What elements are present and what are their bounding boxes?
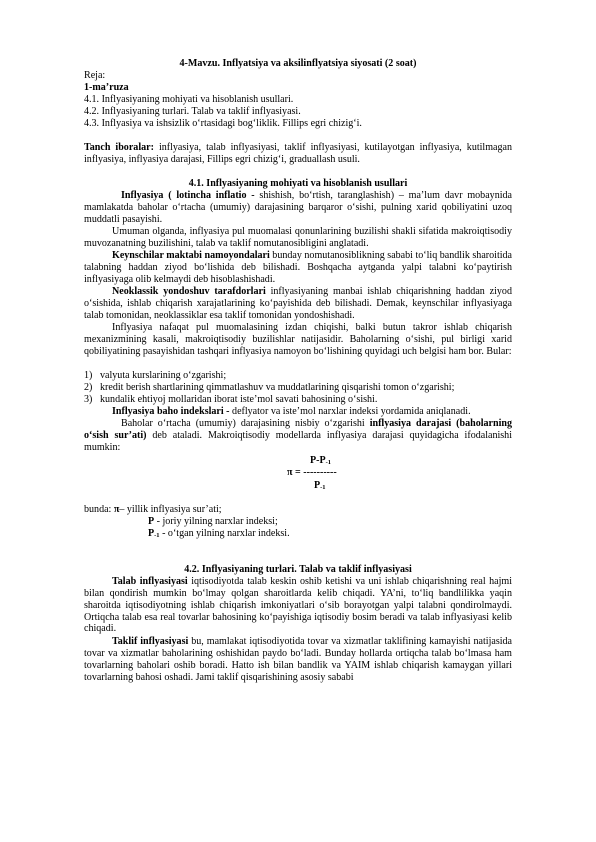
section-1-paragraph-5: Inflyasiya nafaqat pul muomalasining izdan chiqishi, balki butun takror ishlab chiqarish mexanizmining kasali, makroiqtisodiy buzilishlar natijasidir. Baholarning o‘sishi, pul birligi xarid qobiliyatining pasayishidan tashqari inflyasiya namoyon bo‘lishining quyidagi uch belgisi ham bor. Bular: — [84, 322, 512, 357]
formula-bar: ---------- — [303, 467, 337, 478]
formula-line — [287, 467, 377, 479]
inflation-rate-term: inflyasiya darajasi (baholarning o‘sish sur’ati) — [84, 418, 512, 441]
list-item-2 — [84, 382, 528, 394]
where-pi-text: – yillik inflyasiya sur’ati; — [119, 504, 222, 515]
page-title: 4-Mavzu. Inflyatsiya va aksilinflyatsiya siyosati (2 soat) — [179, 58, 417, 69]
where-p1-text: - o‘tgan yilning narxlar indeksi. — [159, 528, 290, 539]
section-2-paragraph-1 — [84, 576, 512, 635]
where-line-2 — [148, 516, 448, 528]
formula-numerator-text: P-P — [310, 455, 326, 466]
keywords-text: inflyasiya, talab inflyasiyasi, taklif inflyasiyasi, kutilayotgan inflyasiya, kutilmagan inflyasiya, inflyasiya darajasi, Fillips egri chizig‘i, graduallash usuli. — [84, 142, 512, 165]
neoclassical-text: inflyasiyaning manbai ishlab chiqarishning haddan ziyod o‘sishida, ishlab chiqarish xarajatlarining ko‘payishida deb bilishadi. Demak, keynschilar inflyasiyaga talab tomonidan, neoklassiklar esa taklif tomonidan yondoshishadi. — [84, 286, 512, 321]
formula-denominator-text: P — [314, 480, 321, 491]
list-number: 3) — [84, 394, 93, 405]
where-p1: P — [148, 528, 155, 539]
neoclassical-term: Neoklassik yondoshuv tarafdorlari — [112, 286, 266, 297]
section-1-paragraph-3 — [84, 250, 512, 286]
section-1-paragraph-2: Umuman olganda, inflyasiya pul muomalasi qonunlarining buzilishi shakli sifatida makroiqtisodiy muvozanatning buzilishini, talab va taklif nomutanosibligini anglatadi. — [84, 226, 512, 249]
section-1-heading: 4.1. Inflyasiyaning mohiyati va hisoblanish usullari — [188, 178, 408, 189]
formula-numerator-sub: -1 — [325, 459, 332, 466]
demand-inflation-term: Talab inflyasiyasi — [112, 576, 188, 587]
keynesian-school-text: bunday nomutanosiblikning sababi to‘liq bandlik sharoitida talabning haddan ziyod bo‘lishida deb bilishadi. Boshqacha aytganda yalpi talabni ko‘paytirish inflyasiyaga olib kelmaydi deb hisoblashishadi. — [84, 250, 513, 285]
where-p1-sub: -1 — [154, 532, 160, 539]
keywords-paragraph — [84, 142, 512, 166]
section-1-paragraph-6 — [84, 406, 512, 418]
inflation-definition: shishish, bo‘rtish, taranglashish) – ma’lum davr mobaynida mamlakatda baholar o‘rtacha (umumiy) darajasining barqaror o‘sishi, pulning xarid qobiliyatini uzoq muddatli pasayishi. — [84, 190, 512, 225]
section-2-paragraph-2 — [84, 636, 512, 683]
list-text: kredit berish shartlarining qimmatlashuv va muddatlarining qisqarishi tomon o‘zgarishi; — [100, 382, 455, 393]
price-index-text: deflyator va iste’mol narxlar indeksi yordamida aniqlanadi. — [229, 406, 471, 417]
plan-item-2: 4.2. Inflyasiyaning turlari. Talab va taklif inflyasiyasi. — [84, 106, 301, 117]
formula-denominator-sub: -1 — [320, 484, 326, 491]
where-p-text: - joriy yilning narxlar indeksi; — [154, 516, 278, 527]
inflation-term: Inflyasiya ( lotincha inflatio - — [121, 190, 255, 201]
inflation-rate-text: deb ataladi. Makroiqtisodiy modellarda inflyasiya darajasi quyidagicha ifodalanishi mumkin: — [84, 429, 512, 453]
where-line-3 — [148, 528, 448, 540]
section-1-paragraph-7 — [84, 418, 512, 454]
section-1-paragraph-4 — [84, 286, 512, 322]
supply-inflation-text: bu, mamlakat iqtisodiyotida tovar va xizmatlar taklifining kamayishi natijasida tovar va xizmatlar baholarining oshishidan paydo bo‘ladi. Bunday hollarda ortiqcha talab bo‘lmasa ham tovarlarning baholari oshib boradi. Hatto ish bilan bandlik va YAIM ishlab chiqarish kamaygan yillari tovarlarning bahosi oshadi. Jami taklif qisqarishining asosiy sababi — [84, 636, 513, 683]
formula-numerator — [310, 455, 370, 467]
list-text: kundalik ehtiyoj mollaridan iborat iste’mol savati bahosining o‘sishi. — [100, 394, 378, 405]
list-text: valyuta kurslarining o‘zgarishi; — [100, 370, 227, 381]
demand-inflation-text: iqtisodiyotda talab keskin oshib ketishi va uni ishlab chiqarishning real hajmi bilan qondirish mumkin bo‘lmay qolgan sharoitlarda kelib chiqadi. YA’ni, to‘liq bandlilikka yaqin sharoitda iqtisodiyotning ishlab chiqarish imkoniyatlari o‘sib borayotgan yalpi talabni qondirolmaydi. Ortiqcha talab esa real tovarlar bahosining ko‘payishiga iqtisodiy bosim beradi va talab inflyasiyasi kelib chiqadi. — [84, 576, 513, 635]
list-number: 2) — [84, 382, 93, 393]
where-line-1 — [84, 504, 512, 516]
formula-lhs: π = — [287, 467, 304, 478]
section-2-heading: 4.2. Inflyasiyaning turlari. Talab va taklif inflyasiyasi — [184, 564, 412, 575]
where-pi: π — [113, 504, 120, 515]
keynesian-school-term: Keynschilar maktabi namoyondalari — [112, 250, 270, 261]
where-label: bunda: — [84, 504, 114, 515]
lecture-label: 1-ma’ruza — [84, 82, 129, 93]
section-1-paragraph-1 — [84, 190, 512, 226]
where-p: P — [148, 516, 155, 527]
list-item-3 — [84, 394, 528, 406]
price-index-term: Inflyasiya baho indekslari - — [112, 406, 230, 417]
plan-label: Reja: — [84, 70, 106, 81]
plan-item-3: 4.3. Inflyasiya va ishsizlik o‘rtasidagi bog‘liklik. Fillips egri chizig‘i. — [84, 118, 362, 129]
supply-inflation-term: Taklif inflyasiyasi — [112, 636, 189, 647]
plan-item-1: 4.1. Inflyasiyaning mohiyati va hisoblanish usullari. — [84, 94, 294, 105]
keywords-label: Tanch iboralar: — [84, 142, 154, 153]
inflation-rate-intro: Baholar o‘rtacha (umumiy) darajasining nisbiy o‘zgarishi — [121, 418, 370, 429]
list-item-1 — [84, 370, 528, 382]
formula-denominator — [314, 480, 354, 492]
list-number: 1) — [84, 370, 93, 381]
